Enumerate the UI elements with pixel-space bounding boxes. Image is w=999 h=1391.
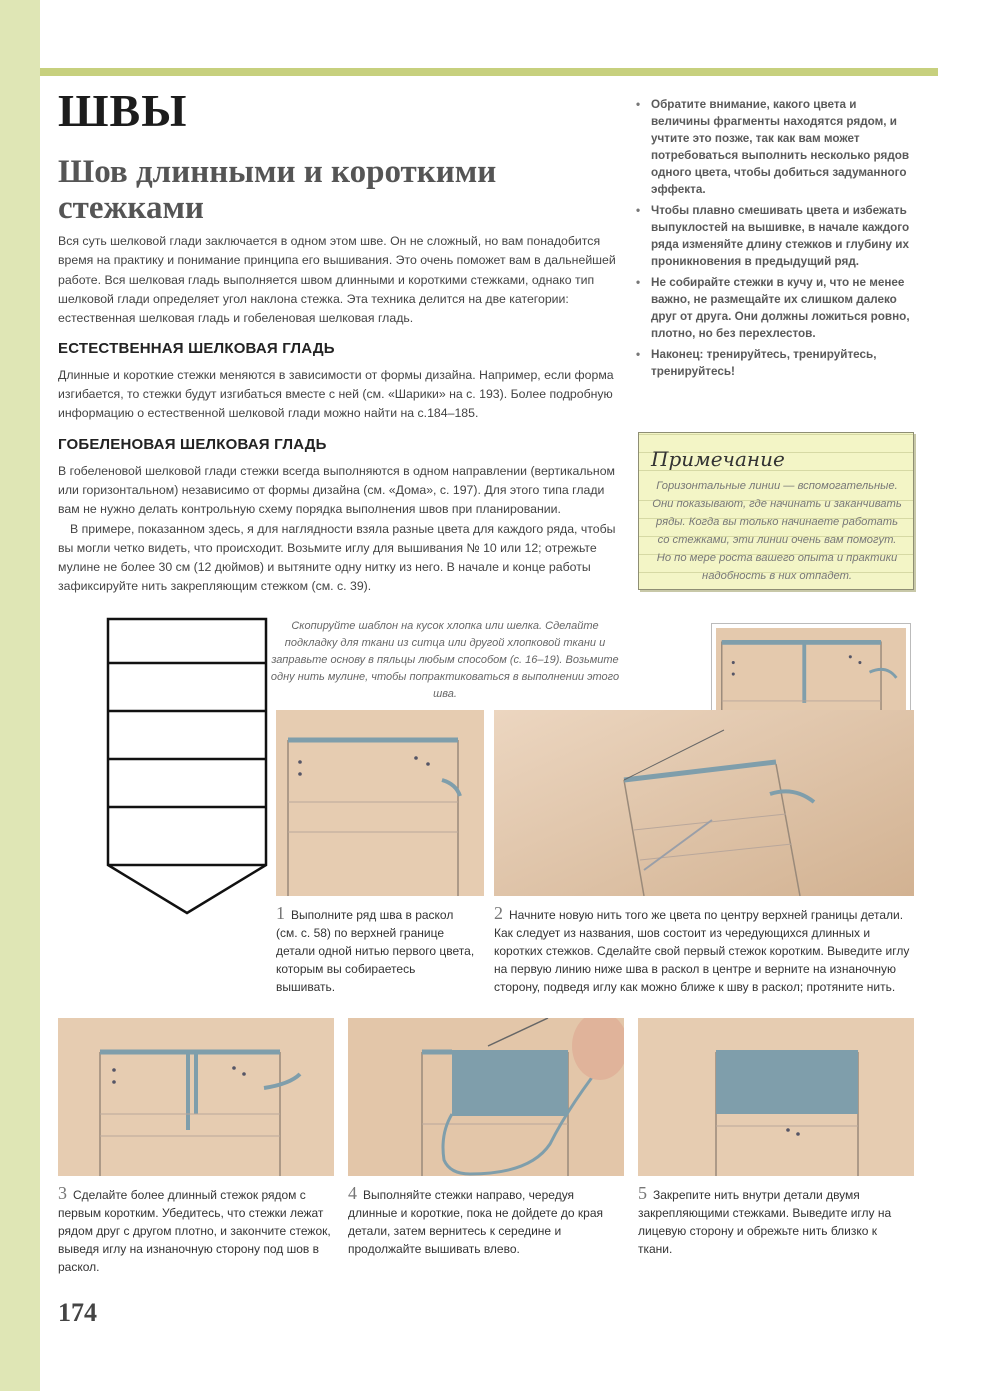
heading-natural-satin: ЕСТЕСТВЕННАЯ ШЕЛКОВАЯ ГЛАДЬ xyxy=(58,340,335,357)
tip-item: • Обратите внимание, какого цвета и величины фрагменты находятся рядом, и учтите это позже, так как вам может потребоваться выполнить несколько рядов одного цвета, чтобы добиться задуманного эффекта. xyxy=(636,96,916,198)
tapestry-paragraph-2: В примере, показанном здесь, я для наглядности взяла разные цвета для каждого ряда, чтобы вы могли четко видеть, что происходит. Возьмите иглу для вышивания № 10 или 12; отрежьте мулине не более 30 см (12 дюймов) и вытяните одну нитку из него. В начале и конце работы зафиксируйте нить закрепляющим стежком (см. с. 39). xyxy=(58,521,616,594)
step-5-number: 5 xyxy=(638,1183,647,1203)
template-caption: Скопируйте шаблон на кусок хлопка или шелка. Сделайте подкладку для ткани из ситца или другой хлопковой ткани и заправьте основу в пяльцы любым способом (с. 16–19). Возьмите одну нить мулине, чтобы попрактиковаться в выполнении этого шва. xyxy=(270,620,620,700)
step-1-photo xyxy=(276,710,484,896)
tapestry-paragraph-1: В гобеленовой шелковой глади стежки всегда выполняются в одном направлении (вертикальном или горизонтальном) независимо от формы дизайна (см. «Дома», с. 197). Для этого типа глади вам не нужно делать контрольную схему порядка выполнения швов при планировании. xyxy=(58,464,616,517)
step-4-photo xyxy=(348,1018,624,1176)
tip-item: • Наконец: тренируйтесь, тренируйтесь, тренируйтесь! xyxy=(636,346,916,380)
margin-band xyxy=(0,0,40,1391)
tip-item: • Не собирайте стежки в кучу и, что не менее важно, не размещайте их слишком далеко друг от друга. Они должны ложиться ровно, плотно, но без перехлестов. xyxy=(636,274,916,342)
intro-paragraph: Вся суть шелковой глади заключается в одном этом шве. Он не сложный, но вам понадобится время на практику и понимание принципа его вышивания. Это очень поможет вам в дальнейшей работе. Вся шелковая гладь выполняется швом длинными и короткими стежками, однако тип шелковой глади определяет угол наклона стежка. Эта техника делится на две категории: естественная шелковая гладь и гобеленовая шелковая гладь. xyxy=(58,234,616,326)
step-4-number: 4 xyxy=(348,1183,357,1203)
tips-list xyxy=(636,96,916,384)
template-diagram xyxy=(106,617,268,917)
step-4-caption: 4 Выполняйте стежки направо, чередуя длинные и короткие, пока не дойдете до края детали, затем вернитесь к середине и продолжайте вышивать влево. xyxy=(348,1183,604,1256)
step-3-caption: 3 Сделайте более длинный стежок рядом с первым коротким. Убедитесь, что стежки лежат рядом друг с другом плотно, и закончите стежок, выведя иглу на изнаночную сторону под шов в раскол. xyxy=(58,1183,331,1274)
top-rule xyxy=(40,68,938,76)
step-1-number: 1 xyxy=(276,903,285,923)
page-number: 174 xyxy=(58,1298,97,1327)
step-5-photo xyxy=(638,1018,914,1176)
step-3-number: 3 xyxy=(58,1183,67,1203)
note-text: Горизонтальные линии — вспомогательные. Они показывают, где начинать и заканчивать ряды. Когда вы только начинаете работать со стежками, эти линии очень вам помогут. Но по мере роста вашего опыта и практики надобность в них отпадет. xyxy=(652,480,902,582)
tapestry-satin-text xyxy=(58,462,624,596)
natural-satin-text: Длинные и короткие стежки меняются в зависимости от формы дизайна. Например, если форма изгибается, то стежки будут изгибаться вместе с ней (см. «Шарики» на с. 193). Более подробную информацию о естественной шелковой глади можно найти на с.184–185. xyxy=(58,368,614,421)
section-title: ШВЫ xyxy=(58,85,188,136)
note-box xyxy=(638,432,914,590)
heading-tapestry-satin: ГОБЕЛЕНОВАЯ ШЕЛКОВАЯ ГЛАДЬ xyxy=(58,436,327,453)
tip-item: • Чтобы плавно смешивать цвета и избежать выпуклостей на вышивке, в начале каждого ряда изменяйте длину стежков и глубину их проникновения в предыдущий ряд. xyxy=(636,202,916,270)
step-2-photo xyxy=(494,710,914,896)
page-subtitle: Шов длинными и короткими стежками xyxy=(58,154,497,226)
step-2-caption: 2 Начните новую нить того же цвета по центру верхней границы детали. Как следует из названия, шов состоит из чередующихся длинных и коротких стежков. Сделайте свой первый стежок коротким. Выведите иглу на первую линию ниже шва в раскол в центре и верните на изнаночную сторону, подведя иглу как можно ближе к шву в раскол; протяните нить. xyxy=(494,903,910,994)
step-3-photo xyxy=(58,1018,334,1176)
step-2-number: 2 xyxy=(494,903,503,923)
note-title: Примечание xyxy=(651,447,785,471)
step-1-caption: 1 Выполните ряд шва в раскол (см. с. 58) по верхней границе детали одной нитью первого цвета, которым вы собираетесь вышивать. xyxy=(276,903,475,994)
step-5-caption: 5 Закрепите нить внутри детали двумя закрепляющими стежками. Выведите иглу на лицевую сторону и обрежьте нить близко к ткани. xyxy=(638,1183,892,1256)
